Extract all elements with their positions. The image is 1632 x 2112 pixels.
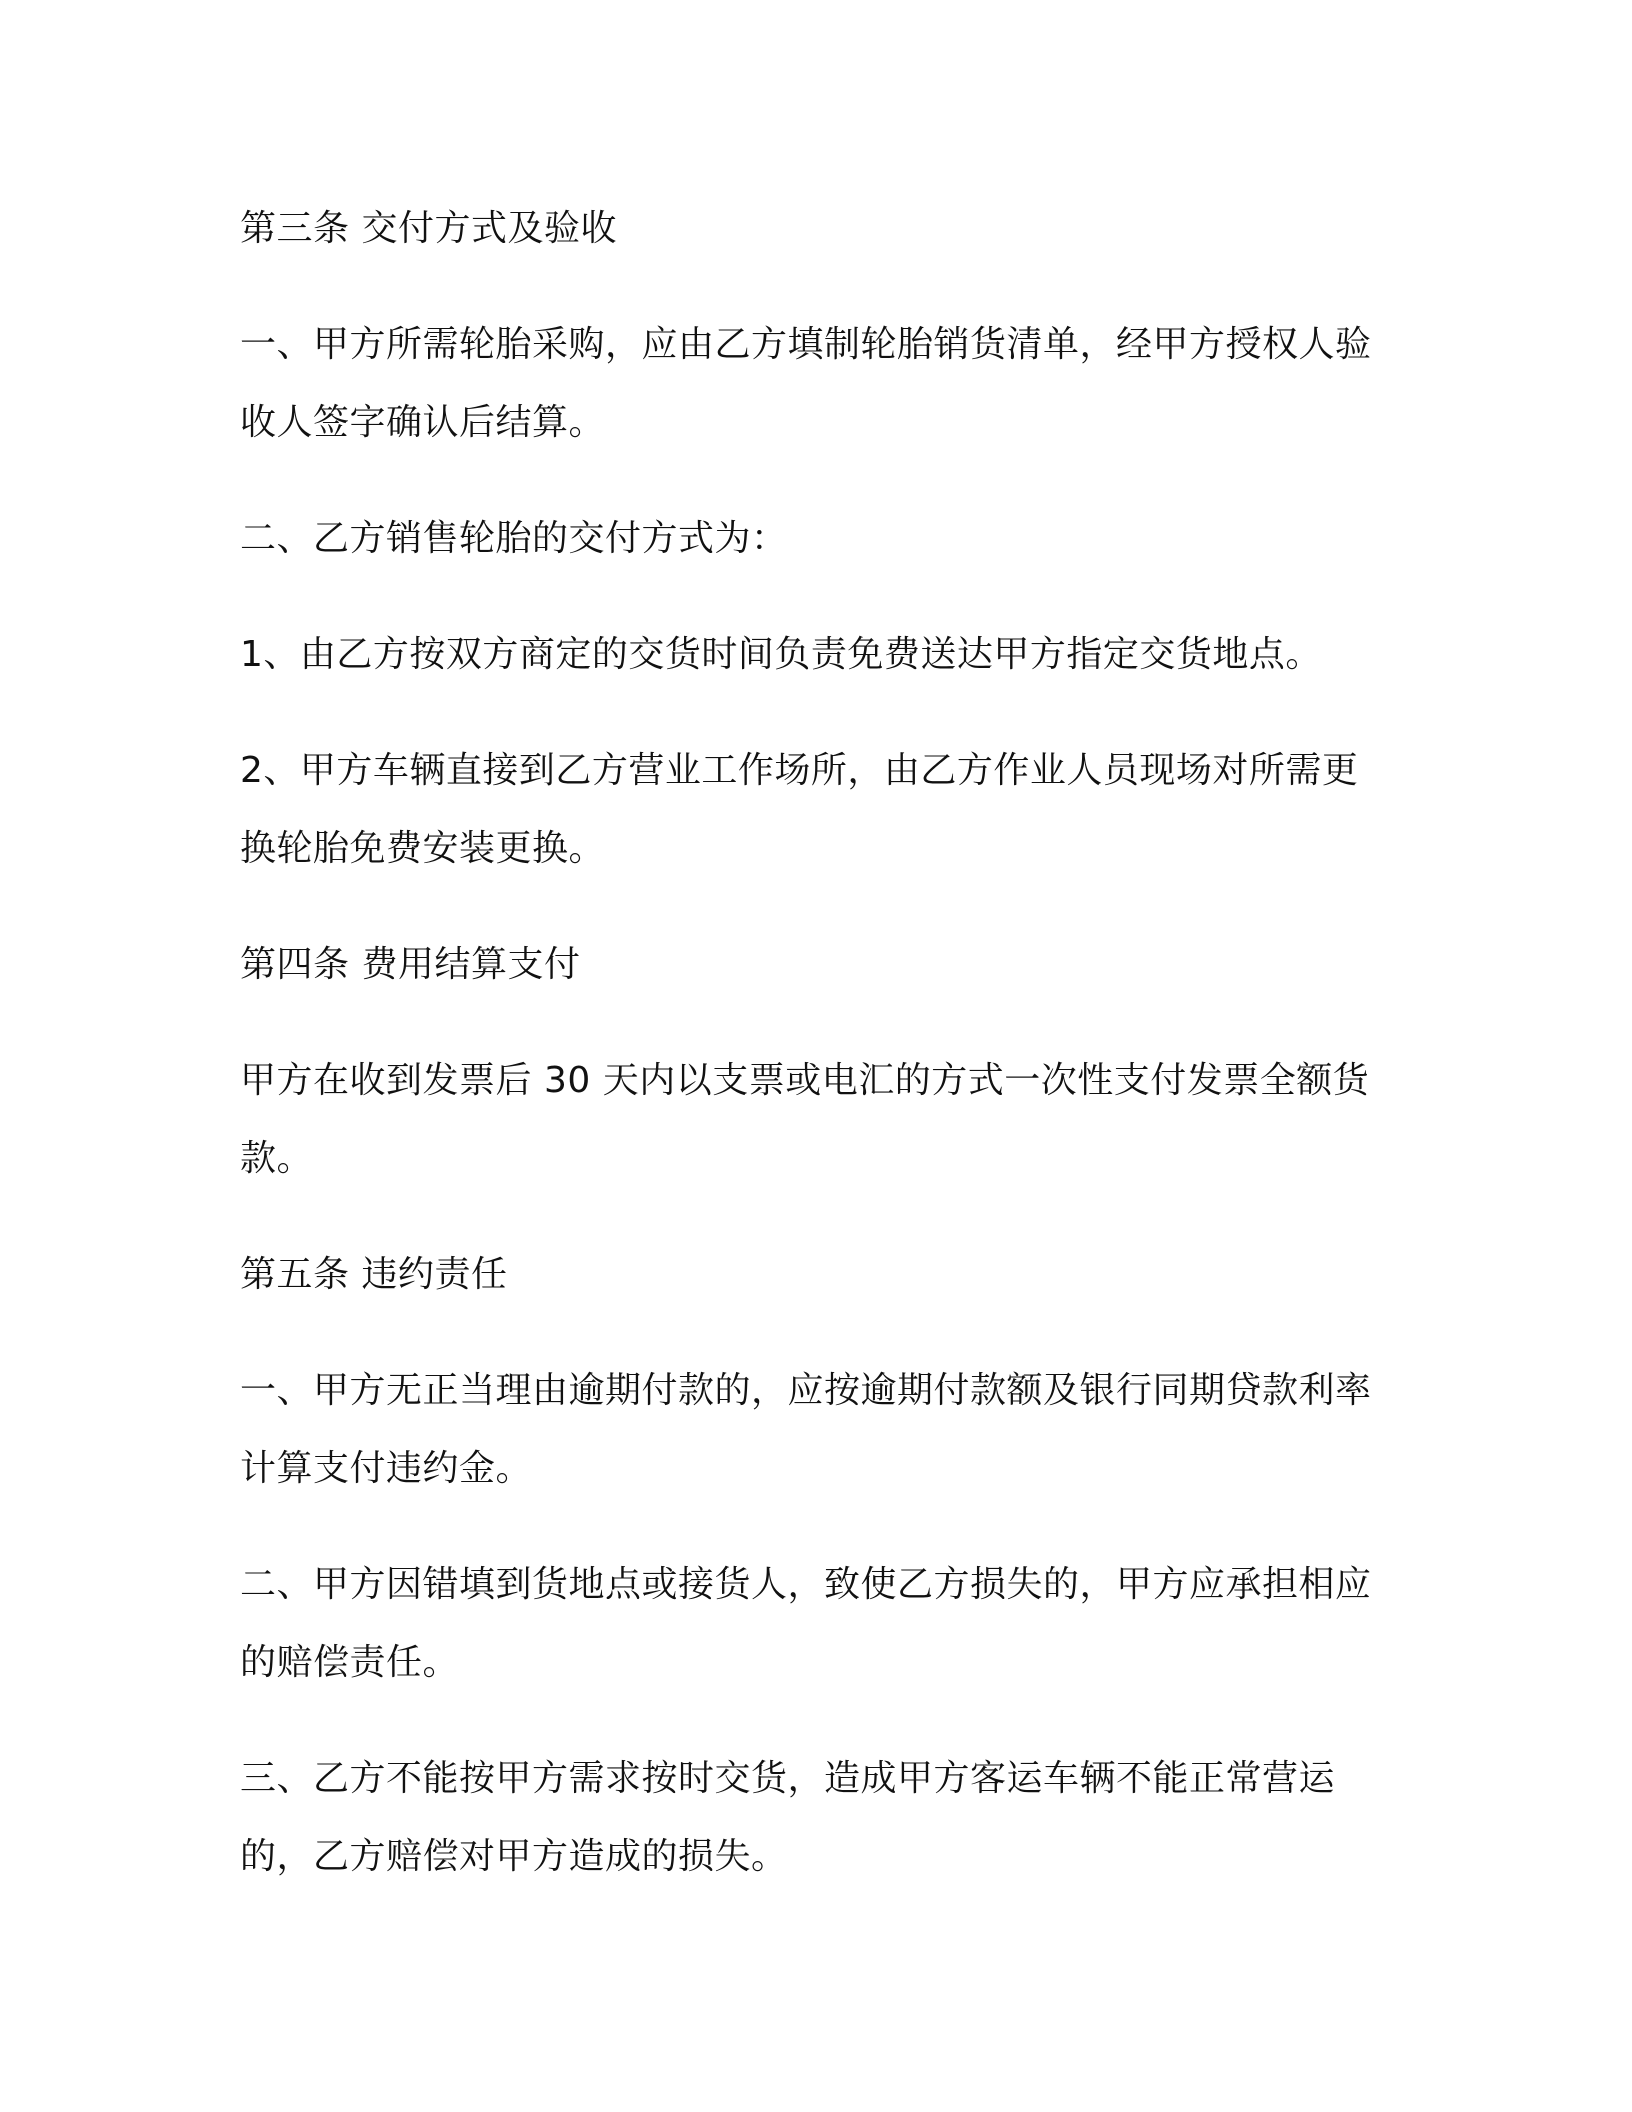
article-3-item-2: 2、甲方车辆直接到乙方营业工作场所，由乙方作业人员现场对所需更换轮胎免费安装更换。 xyxy=(240,750,1359,869)
article-3-item-1: 1、由乙方按双方商定的交货时间负责免费送达甲方指定交货地点。 xyxy=(240,634,1322,675)
article-3-clause-2: 二、乙方销售轮胎的交付方式为： xyxy=(240,518,788,559)
article-5-clause-1: 一、甲方无正当理由逾期付款的，应按逾期付款额及银行同期贷款利率计算支付违约金。 xyxy=(240,1370,1372,1489)
article-4-clause-1: 甲方在收到发票后 30 天内以支票或电汇的方式一次性支付发票全额货款。 xyxy=(240,1060,1370,1179)
article-5-clause-2: 二、甲方因错填到货地点或接货人，致使乙方损失的，甲方应承担相应的赔偿责任。 xyxy=(240,1564,1372,1683)
article-5-clause-3: 三、乙方不能按甲方需求按时交货，造成甲方客运车辆不能正常营运的，乙方赔偿对甲方造成的损失。 xyxy=(240,1758,1336,1877)
article-5-heading: 第五条 违约责任 xyxy=(240,1254,508,1295)
article-3-heading: 第三条 交付方式及验收 xyxy=(240,208,617,249)
article-3-clause-1: 一、甲方所需轮胎采购，应由乙方填制轮胎销货清单，经甲方授权人验收人签字确认后结算。 xyxy=(240,324,1372,443)
article-4-heading: 第四条 费用结算支付 xyxy=(240,944,581,985)
document-body xyxy=(240,190,1390,1934)
